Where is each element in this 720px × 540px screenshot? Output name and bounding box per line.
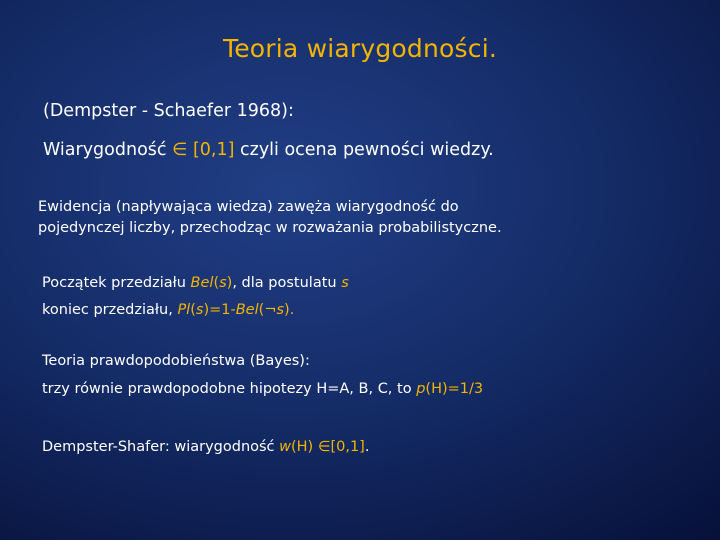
definition-line — [43, 140, 494, 160]
p-function: p — [416, 381, 426, 397]
interval-start-line — [42, 275, 349, 291]
definition-rest: czyli ocena pewności wiedzy. — [240, 140, 494, 160]
p-value: (H)=1/3 — [425, 381, 484, 397]
postulate-s: s — [341, 275, 349, 291]
negation-symbol: ¬ — [264, 302, 277, 318]
author-line: (Dempster - Schaefer 1968): — [43, 101, 294, 121]
w-function: w — [279, 439, 291, 455]
bel-function: Bel — [190, 275, 214, 291]
open-paren: ( — [213, 275, 220, 291]
slide-title: Teoria wiarygodności. — [222, 34, 497, 63]
ds-period: . — [364, 439, 370, 455]
postulate-text: , dla postulatu — [232, 275, 337, 291]
evidence-line-1: Ewidencja (napływająca wiedza) zawęża wiarygodność do — [38, 199, 459, 215]
interval-end-line: koniec przedziału, Pl(s)=1-Bel(¬s). — [42, 302, 295, 318]
ds-text: Dempster-Shafer: wiarygodność — [42, 439, 275, 455]
neg-s-variable: s — [276, 302, 285, 318]
bel-function-2: Bel — [235, 302, 259, 318]
close-paren: ) — [226, 275, 233, 291]
pl-function: Pl — [177, 302, 191, 318]
ds-element-of: ∈ — [317, 439, 331, 455]
ds-interval: [0,1] — [330, 439, 365, 455]
definition-word: Wiarygodność — [43, 140, 167, 160]
probability-line-2 — [42, 381, 483, 397]
probability-line-1: Teoria prawdopodobieństwa (Bayes): — [42, 353, 310, 369]
interval-start-text: Początek przedziału — [42, 275, 186, 291]
dempster-shafer-line — [42, 439, 369, 455]
w-argument: (H) — [291, 439, 314, 455]
interval-end-text: koniec przedziału, — [42, 302, 173, 318]
pl-s-variable: s — [195, 302, 204, 318]
equals-one-minus: =1- — [209, 302, 236, 318]
s-variable: s — [219, 275, 227, 291]
definition-interval: [0,1] — [192, 140, 235, 160]
element-of-symbol: ∈ — [172, 140, 188, 160]
probability-text: trzy równie prawdopodobne hipotezy H=A, B, C, to — [42, 381, 412, 397]
evidence-line-2: pojedynczej liczby, przechodząc w rozważania probabilistyczne. — [38, 220, 502, 236]
interval-end-period: . — [289, 302, 295, 318]
